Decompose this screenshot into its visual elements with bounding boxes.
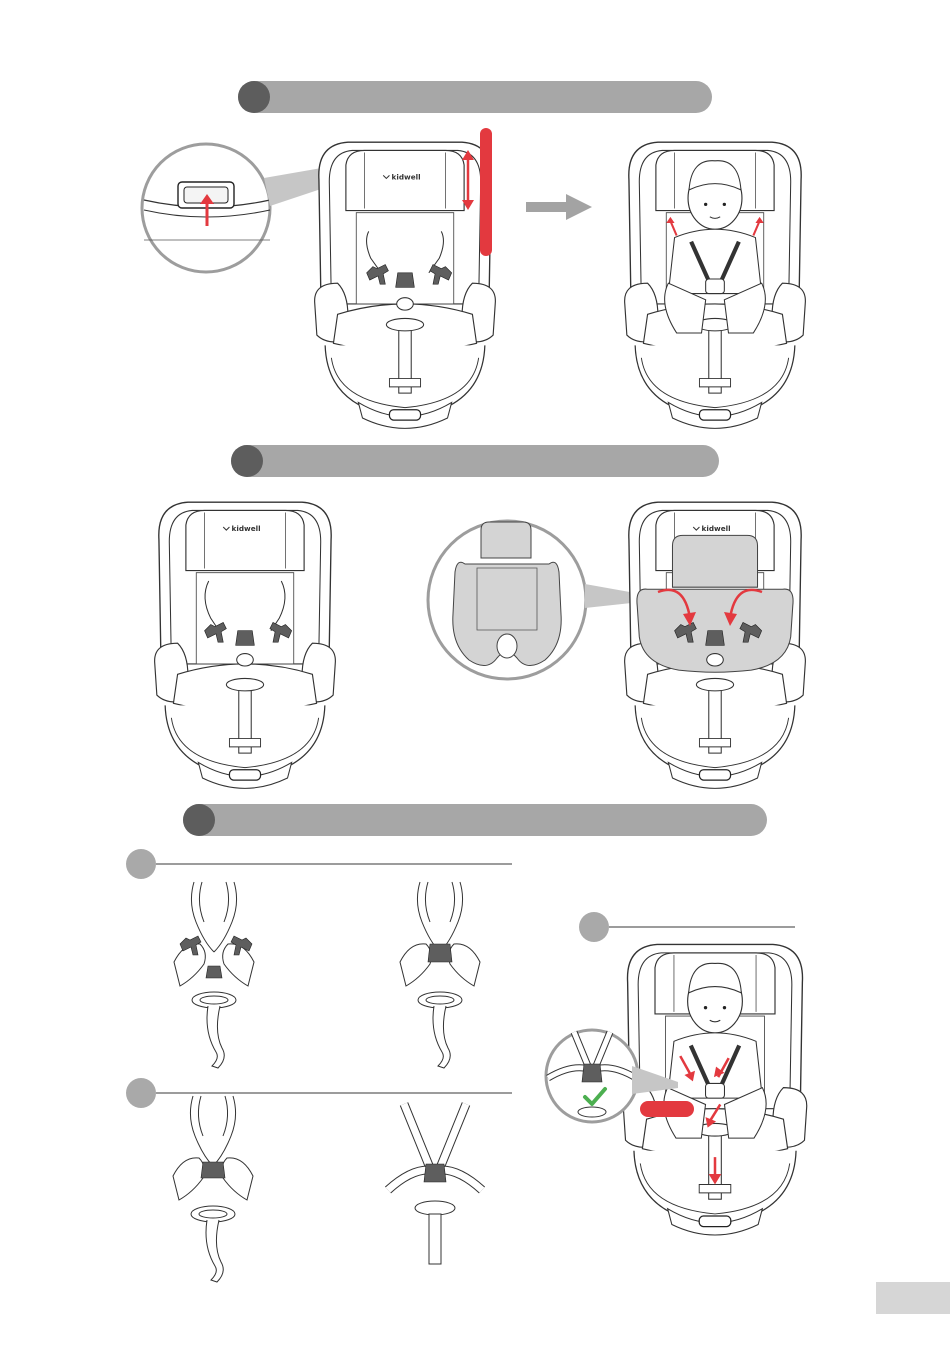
buckle-step-a1 [144,882,284,1072]
strap-pull-indicator [640,1100,696,1118]
step-bar-2 [231,445,719,477]
buckle-step-b1 [148,1106,278,1276]
buckle-step-a2 [370,882,510,1072]
zoom-buckle-check [544,1028,642,1126]
brand-logo-2: kidwell [231,524,261,534]
buckle-step-b2 [380,1104,490,1274]
release-button-icon [197,192,217,228]
headrest-height-indicator [478,128,494,258]
step-dot-3 [183,804,215,836]
brand-logo-3: kidwell [701,524,731,534]
right-arrow-icon [526,192,594,224]
brand-logo: kidwell [391,172,421,182]
step-bar-1 [238,81,712,113]
curved-arrow-icon [650,582,770,642]
seat-with-child [615,138,815,418]
zoom-beam-3 [632,1066,682,1096]
double-arrow-icon [460,148,476,212]
zoom-infant-insert [425,518,589,682]
check-icon [582,1086,608,1108]
seat-without-insert [145,498,345,778]
step-dot-1 [238,81,270,113]
step-bar-3 [183,804,767,836]
step-dot-2 [231,445,263,477]
page-tab [876,1282,950,1314]
